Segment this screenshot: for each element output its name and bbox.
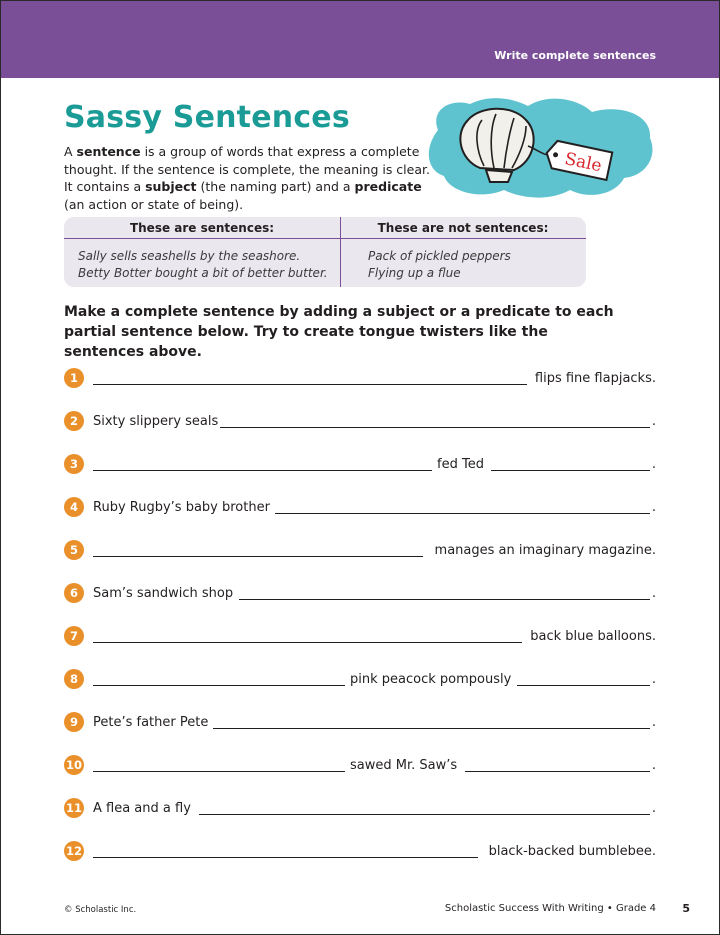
answer-blank[interactable] — [239, 599, 650, 600]
header-label: Write complete sentences — [494, 49, 656, 62]
not-sentences-column — [340, 217, 586, 287]
exercise-item-6 — [64, 583, 656, 605]
item-number-badge: 3 — [64, 454, 84, 474]
item-text: Sam’s sandwich shop — [93, 586, 234, 601]
item-number-badge: 5 — [64, 540, 84, 560]
book-title: Scholastic Success With Writing • Grade 4 — [444, 903, 656, 914]
sentences-header: These are sentences: — [129, 221, 275, 235]
not-sentence-example: Flying up a flue — [368, 266, 461, 280]
item-text: manages an imaginary magazine. — [434, 543, 656, 558]
copyright-notice: © Scholastic Inc. — [64, 905, 137, 915]
item-text: fed Ted — [437, 457, 484, 472]
answer-blank[interactable] — [491, 470, 650, 471]
period: . — [651, 500, 656, 515]
item-number-badge: 1 — [64, 368, 84, 388]
period: . — [651, 457, 656, 472]
answer-blank[interactable] — [93, 771, 345, 772]
not-sentence-example: Pack of pickled peppers — [368, 249, 511, 263]
intro-paragraph: A sentence is a group of words that express a complete thought. If the sentence is complete, the meaning is clear. It contains a subject (the naming part) and a predicate (an action or state of being). — [64, 144, 430, 212]
item-text: sawed Mr. Saw’s — [350, 758, 458, 773]
item-text: pink peacock pompously — [350, 672, 512, 687]
answer-blank[interactable] — [213, 728, 650, 729]
examples-table — [64, 217, 586, 287]
period: . — [651, 758, 656, 773]
exercise-item-8 — [64, 669, 656, 691]
item-number-badge: 8 — [64, 669, 84, 689]
answer-blank[interactable] — [465, 771, 650, 772]
item-number-badge: 12 — [64, 841, 84, 861]
exercise-item-9 — [64, 712, 656, 734]
item-text: back blue balloons. — [530, 629, 656, 644]
exercise-item-1 — [64, 368, 656, 390]
term-sentence: sentence — [76, 144, 141, 159]
exercise-item-7 — [64, 626, 656, 648]
sentence-example: Betty Botter bought a bit of better butter. — [78, 266, 328, 280]
answer-blank[interactable] — [93, 857, 478, 858]
seashell-sale-tag-illustration — [420, 90, 660, 205]
item-number-badge: 6 — [64, 583, 84, 603]
item-number-badge: 11 — [64, 798, 84, 818]
period: . — [651, 672, 656, 687]
exercise-item-2 — [64, 411, 656, 433]
period: . — [651, 414, 656, 429]
item-text: flips fine flapjacks. — [534, 371, 656, 386]
period: . — [651, 801, 656, 816]
not-sentences-header: These are not sentences: — [377, 221, 549, 235]
item-number-badge: 7 — [64, 626, 84, 646]
exercise-item-10 — [64, 755, 656, 777]
header-band — [0, 0, 720, 78]
item-text: Pete’s father Pete — [93, 715, 209, 730]
sentence-example: Sally sells seashells by the seashore. — [78, 249, 301, 263]
item-text: Sixty slippery seals — [93, 414, 219, 429]
item-text: A flea and a fly — [93, 801, 191, 816]
answer-blank[interactable] — [93, 470, 432, 471]
exercise-item-12 — [64, 841, 656, 863]
item-number-badge: 10 — [64, 755, 84, 775]
exercise-item-3 — [64, 454, 656, 476]
item-number-badge: 9 — [64, 712, 84, 732]
answer-blank[interactable] — [517, 685, 650, 686]
term-predicate: predicate — [354, 179, 422, 194]
exercise-item-11 — [64, 798, 656, 820]
period: . — [651, 586, 656, 601]
item-number-badge: 4 — [64, 497, 84, 517]
answer-blank[interactable] — [220, 427, 650, 428]
sale-tag-text: Sale — [562, 149, 604, 177]
answer-blank[interactable] — [275, 513, 650, 514]
page-number: 5 — [682, 902, 690, 915]
page-title: Sassy Sentences — [64, 100, 350, 135]
exercise-item-5 — [64, 540, 656, 562]
item-text: Ruby Rugby’s baby brother — [93, 500, 270, 515]
exercise-item-4 — [64, 497, 656, 519]
instructions: Make a complete sentence by adding a subject or a predicate to each partial sentence below. Try to create tongue twisters like the sentences above. — [64, 304, 614, 360]
item-number-badge: 2 — [64, 411, 84, 431]
answer-blank[interactable] — [93, 642, 522, 643]
term-subject: subject — [145, 179, 197, 194]
answer-blank[interactable] — [93, 556, 423, 557]
answer-blank[interactable] — [93, 685, 345, 686]
period: . — [651, 715, 656, 730]
answer-blank[interactable] — [199, 814, 650, 815]
answer-blank[interactable] — [93, 384, 527, 385]
sentences-column — [64, 217, 340, 287]
item-text: black-backed bumblebee. — [488, 844, 656, 859]
